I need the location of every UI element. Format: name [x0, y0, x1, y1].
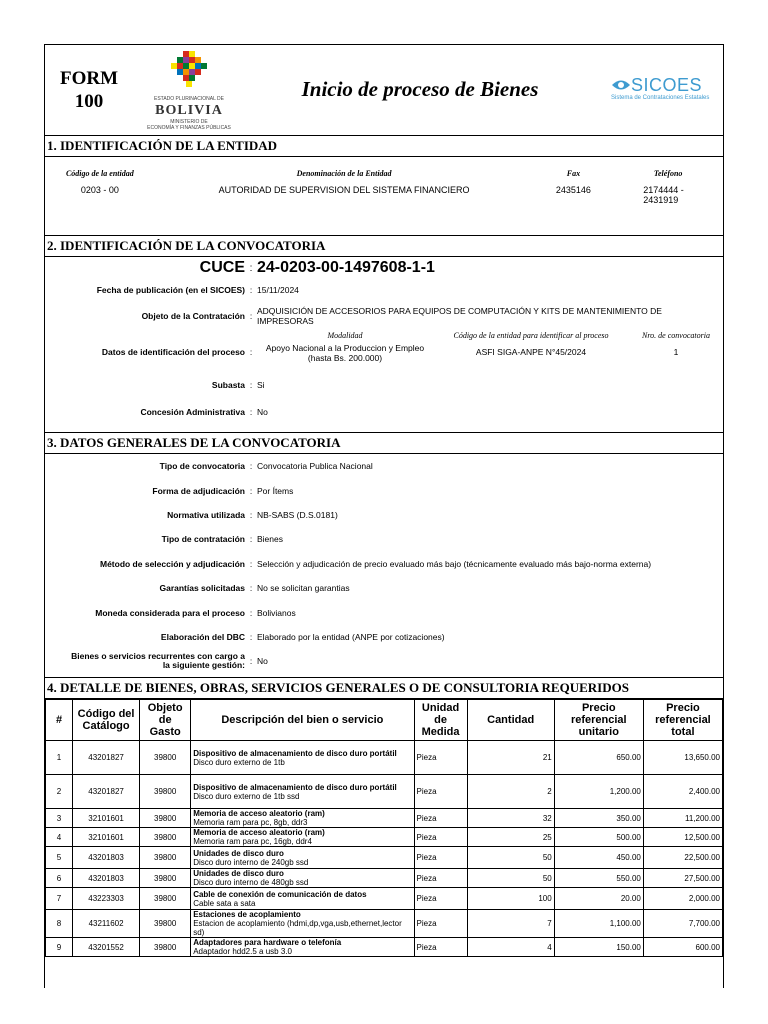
item-detail: Estacion de acoplamiento (hdmi,dp,vga,usb,ethernet,lector sd) [193, 919, 402, 937]
table-row [46, 809, 723, 828]
recurrent-row [45, 649, 723, 673]
sicoes-subtitle: Sistema de Contrataciones Estatales [611, 95, 710, 101]
item-description [191, 775, 414, 809]
publication-label: Fecha de publicación (en el SICOES) [96, 285, 245, 295]
item-expense-object: 39800 [140, 847, 191, 869]
entity-fax: 2435146 [555, 185, 591, 195]
item-unit: Pieza [414, 828, 467, 847]
ministry-name-line1: MINISTERIO DE [170, 119, 208, 125]
general-data-label: Tipo de contratación [161, 534, 245, 545]
general-data-label: Moneda considerada para el proceso [95, 607, 245, 618]
item-expense-object: 39800 [140, 828, 191, 847]
colon: : [249, 631, 253, 642]
colon: : [249, 285, 253, 295]
entity-headers [45, 157, 723, 178]
item-unit-price: 500.00 [554, 828, 643, 847]
entity-code: 0203 - 00 [80, 185, 119, 195]
item-unit: Pieza [414, 869, 467, 888]
item-expense-object: 39800 [140, 869, 191, 888]
item-expense-object: 39800 [140, 910, 191, 938]
general-data-row [45, 625, 723, 649]
item-catalog-code: 43201803 [73, 847, 140, 869]
form-page [44, 44, 724, 988]
recurrent-label [45, 652, 245, 670]
general-data-value: Elaborado por la entidad (ANPE por cotizaciones) [257, 631, 445, 642]
entity-name: AUTORIDAD DE SUPERVISION DEL SISTEMA FINANCIERO [218, 185, 470, 195]
item-unit: Pieza [414, 888, 467, 910]
sicoes-name-text: SICOES [631, 75, 703, 95]
general-data-row [45, 478, 723, 502]
entity-phone-line2: 2431919 [643, 195, 679, 205]
ministry-state-label: ESTADO PLURINACIONAL DE [153, 96, 224, 102]
item-unit: Pieza [414, 809, 467, 828]
item-quantity: 32 [467, 809, 554, 828]
entity-phone-header: Teléfono [653, 169, 683, 178]
general-data-row [45, 600, 723, 624]
item-title: Unidades de disco duro [193, 869, 284, 878]
item-title: Unidades de disco duro [193, 848, 284, 858]
general-data-value: Convocatoria Publica Nacional [257, 461, 373, 472]
form-number [45, 67, 133, 113]
item-unit-price: 1,100.00 [554, 910, 643, 938]
item-quantity: 100 [467, 888, 554, 910]
item-number: 4 [46, 828, 73, 847]
entity-values [45, 178, 723, 213]
item-detail: Memoria ram para pc, 8gb, ddr3 [193, 818, 308, 827]
process-details [257, 331, 723, 363]
item-catalog-code: 43201552 [73, 938, 140, 957]
entity-code-header: Código de la entidad [65, 169, 134, 178]
item-total-price: 2,400.00 [643, 775, 722, 809]
table-row [46, 910, 723, 938]
general-data-value: Selección y adjudicación de precio evaluado más bajo (técnicamente evaluado más bajo-norma externa) [257, 558, 652, 569]
general-data-rows [45, 454, 723, 649]
item-unit-price: 20.00 [554, 888, 643, 910]
convocatoria-section [45, 257, 723, 433]
item-catalog-code: 43201827 [73, 741, 140, 775]
item-unit: Pieza [414, 938, 467, 957]
recurrent-value: No [257, 656, 268, 667]
col-number-header: # [46, 700, 73, 741]
convocatoria-number: 1 [673, 347, 679, 357]
general-data-value: Bienes [257, 534, 283, 545]
item-total-price: 22,500.00 [643, 847, 722, 869]
object-value: ADQUISICIÓN DE ACCESORIOS PARA EQUIPOS DE COMPUTACIÓN Y KITS DE MANTENIMIENTO DE IMPRESORAS [257, 306, 662, 326]
object-label: Objeto de la Contratación [141, 311, 245, 321]
item-expense-object: 39800 [140, 741, 191, 775]
colon: : [249, 262, 253, 274]
section-title-entity: 1. IDENTIFICACIÓN DE LA ENTIDAD [45, 136, 723, 157]
sicoes-logo [611, 75, 723, 101]
table-row [46, 869, 723, 888]
process-headers [257, 331, 723, 340]
item-title: Memoria de acceso aleatorio (ram) [193, 809, 325, 818]
cuce-row [45, 257, 723, 279]
general-data-label: Elaboración del DBC [160, 631, 245, 642]
item-description [191, 888, 414, 910]
section-title-convocatoria: 2. IDENTIFICACIÓN DE LA CONVOCATORIA [45, 236, 723, 257]
general-data-row [45, 503, 723, 527]
item-expense-object: 39800 [140, 888, 191, 910]
colon: : [249, 311, 253, 321]
item-expense-object: 39800 [140, 809, 191, 828]
ministry-logo [133, 51, 245, 131]
item-expense-object: 39800 [140, 938, 191, 957]
items-table-body [46, 741, 723, 957]
general-data-value: NB-SABS (D.S.0181) [257, 509, 338, 520]
ministry-name-line2: ECONOMÍA Y FINANZAS PÚBLICAS [147, 125, 231, 131]
colon: : [249, 347, 253, 357]
publication-date: 15/11/2024 [257, 285, 299, 295]
process-row [45, 331, 723, 369]
concesion-value: No [257, 407, 268, 417]
colon: : [249, 485, 253, 496]
form-label-line2: 100 [74, 91, 104, 112]
item-detail: Cable sata a sata [193, 898, 256, 908]
item-quantity: 2 [467, 775, 554, 809]
modality-value: Apoyo Nacional a la Produccion y Empleo (hasta Bs. 200.000) [265, 343, 425, 363]
col-unit-header: Unidad de Medida [414, 700, 467, 741]
item-number: 8 [46, 910, 73, 938]
item-description [191, 910, 414, 938]
item-description [191, 828, 414, 847]
col-expense-header: Objeto de Gasto [140, 700, 191, 741]
process-values [257, 343, 723, 363]
item-total-price: 27,500.00 [643, 869, 722, 888]
colon: : [249, 534, 253, 545]
item-catalog-code: 43201803 [73, 869, 140, 888]
item-unit: Pieza [414, 910, 467, 938]
item-unit-price: 350.00 [554, 809, 643, 828]
convocatoria-number-header: Nro. de convocatoria [642, 331, 710, 340]
process-label: Datos de identificación del proceso [101, 347, 245, 357]
item-unit-price: 450.00 [554, 847, 643, 869]
items-header-row [46, 700, 723, 741]
item-catalog-code: 32101601 [73, 809, 140, 828]
item-title: Dispositivo de almacenamiento de disco duro portátil [193, 782, 397, 792]
item-description [191, 869, 414, 888]
item-quantity: 7 [467, 910, 554, 938]
entity-phone [613, 185, 723, 205]
item-title: Memoria de acceso aleatorio (ram) [193, 828, 325, 837]
item-unit-price: 650.00 [554, 741, 643, 775]
form-label-line1: FORM [59, 68, 119, 89]
general-data-label: Tipo de convocatoria [159, 461, 245, 472]
col-unit-price-header: Precio referencial unitario [554, 700, 643, 741]
item-title: Adaptadores para hardware o telefonía [193, 938, 342, 947]
general-data-section [45, 454, 723, 678]
item-total-price: 7,700.00 [643, 910, 722, 938]
general-data-row [45, 454, 723, 478]
bolivia-emblem-icon [165, 51, 213, 91]
item-unit-price: 150.00 [554, 938, 643, 957]
table-row [46, 888, 723, 910]
general-data-label: Forma de adjudicación [152, 485, 245, 496]
item-number: 6 [46, 869, 73, 888]
section-title-general-data: 3. DATOS GENERALES DE LA CONVOCATORIA [45, 433, 723, 454]
item-total-price: 600.00 [643, 938, 722, 957]
table-row [46, 775, 723, 809]
item-quantity: 50 [467, 869, 554, 888]
sicoes-name [611, 75, 723, 96]
item-number: 1 [46, 741, 73, 775]
entity-section [45, 157, 723, 236]
item-detail: Adaptador hdd2.5 a usb 3.0 [193, 947, 292, 956]
item-expense-object: 39800 [140, 775, 191, 809]
general-data-row [45, 576, 723, 600]
item-number: 7 [46, 888, 73, 910]
item-total-price: 2,000.00 [643, 888, 722, 910]
recurrent-label-line1: Bienes o servicios recurrentes con cargo a [71, 651, 245, 662]
modality-header: Modalidad [327, 331, 363, 340]
col-total-price-header: Precio referencial total [643, 700, 722, 741]
item-title: Estaciones de acoplamiento [193, 910, 301, 919]
item-title: Dispositivo de almacenamiento de disco duro portátil [193, 748, 397, 758]
item-unit: Pieza [414, 847, 467, 869]
table-row [46, 741, 723, 775]
general-data-value: Por Ítems [257, 485, 294, 496]
col-quantity-header: Cantidad [467, 700, 554, 741]
general-data-value: Bolivianos [257, 607, 296, 618]
colon: : [249, 583, 253, 594]
item-catalog-code: 43201827 [73, 775, 140, 809]
col-description-header: Descripción del bien o servicio [191, 700, 414, 741]
item-catalog-code: 43211602 [73, 910, 140, 938]
item-title: Cable de conexión de comunicación de datos [193, 889, 367, 899]
colon: : [249, 461, 253, 472]
item-quantity: 4 [467, 938, 554, 957]
general-data-row [45, 527, 723, 551]
colon: : [249, 407, 253, 417]
item-quantity: 50 [467, 847, 554, 869]
object-row [45, 301, 723, 331]
table-row [46, 828, 723, 847]
process-code-header: Código de la entidad para identificar al proceso [453, 331, 609, 340]
general-data-label: Normativa utilizada [167, 509, 245, 520]
item-quantity: 25 [467, 828, 554, 847]
item-description [191, 938, 414, 957]
item-description [191, 847, 414, 869]
concesion-label: Concesión Administrativa [140, 407, 245, 417]
general-data-label: Método de selección y adjudicación [99, 558, 245, 569]
item-detail: Disco duro externo de 1tb [193, 757, 285, 767]
table-row [46, 847, 723, 869]
cuce-label: CUCE [199, 259, 245, 276]
form-header [45, 45, 723, 136]
item-total-price: 11,200.00 [643, 809, 722, 828]
item-catalog-code: 32101601 [73, 828, 140, 847]
item-unit-price: 550.00 [554, 869, 643, 888]
items-table [45, 699, 723, 957]
process-code-value: ASFI SIGA-ANPE N°45/2024 [475, 347, 587, 357]
section-title-detail: 4. DETALLE DE BIENES, OBRAS, SERVICIOS GENERALES O DE CONSULTORIA REQUERIDOS [45, 678, 723, 699]
item-number: 3 [46, 809, 73, 828]
item-total-price: 13,650.00 [643, 741, 722, 775]
item-detail: Disco duro interno de 240gb ssd [193, 857, 309, 867]
entity-phone-line1: 2174444 - [643, 185, 684, 195]
item-number: 5 [46, 847, 73, 869]
item-description [191, 809, 414, 828]
item-unit-price: 1,200.00 [554, 775, 643, 809]
item-unit: Pieza [414, 775, 467, 809]
item-total-price: 12,500.00 [643, 828, 722, 847]
entity-name-header: Denominación de la Entidad [296, 169, 392, 178]
item-number: 2 [46, 775, 73, 809]
item-catalog-code: 43223303 [73, 888, 140, 910]
subasta-row [45, 371, 723, 399]
subasta-value: Si [257, 380, 265, 390]
item-detail: Disco duro interno de 480gb ssd [193, 878, 309, 887]
country-name: BOLIVIA [155, 103, 223, 118]
item-quantity: 21 [467, 741, 554, 775]
table-row [46, 938, 723, 957]
colon: : [249, 380, 253, 390]
recurrent-label-line2: la siguiente gestión: [162, 660, 245, 671]
colon: : [249, 558, 253, 569]
colon: : [249, 656, 253, 667]
page-title: Inicio de proceso de Bienes [301, 77, 539, 101]
cuce-value: 24-0203-00-1497608-1-1 [257, 259, 435, 276]
item-detail: Disco duro externo de 1tb ssd [193, 791, 300, 801]
col-catalog-header: Código del Catálogo [73, 700, 140, 741]
entity-fax-header: Fax [566, 169, 581, 178]
subasta-label: Subasta [211, 380, 245, 390]
concesion-row [45, 399, 723, 425]
general-data-value: No se solicitan garantias [257, 583, 350, 594]
item-unit: Pieza [414, 741, 467, 775]
general-data-row [45, 552, 723, 576]
colon: : [249, 509, 253, 520]
publication-row [45, 279, 723, 301]
item-detail: Memoria ram para pc, 16gb, ddr4 [193, 837, 312, 846]
sicoes-eye-icon [611, 78, 631, 92]
colon: : [249, 607, 253, 618]
item-number: 9 [46, 938, 73, 957]
item-description [191, 741, 414, 775]
general-data-label: Garantías solicitadas [159, 583, 245, 594]
